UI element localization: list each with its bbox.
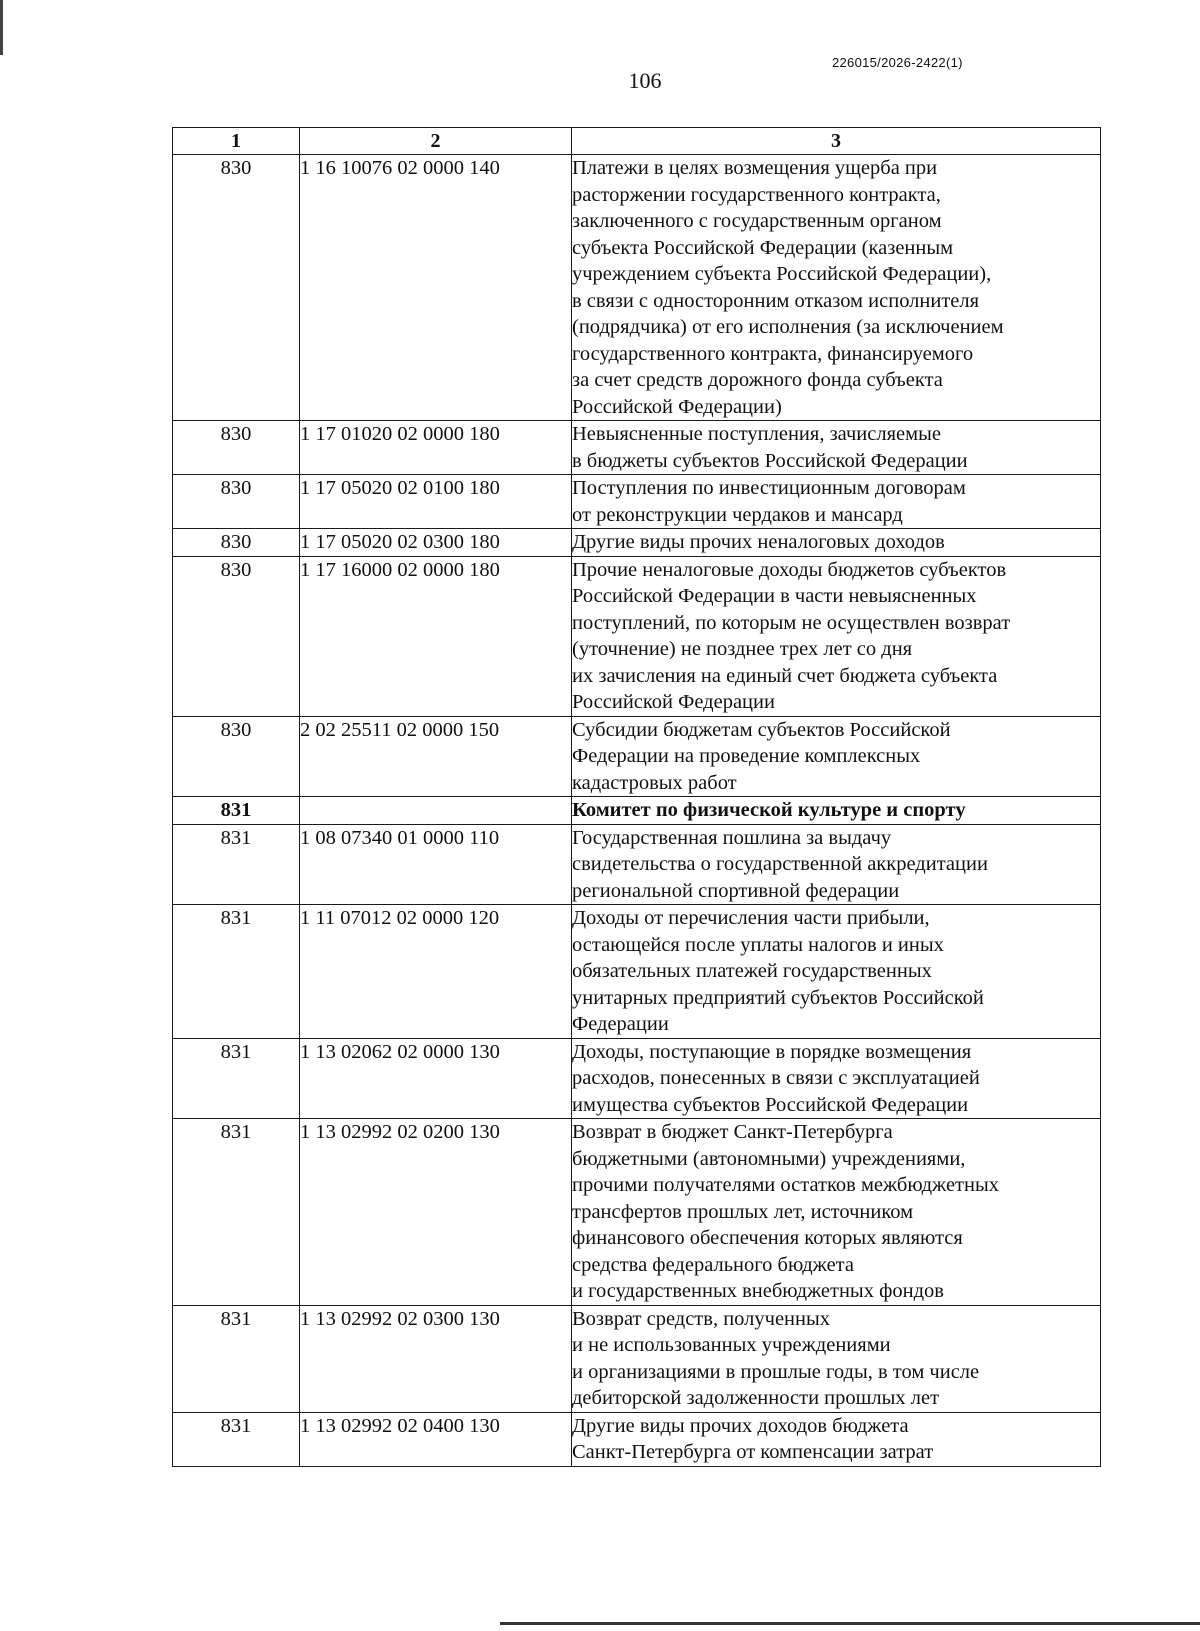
description-line: Санкт-Петербурга от компенсации затрат (572, 1441, 934, 1463)
description-cell (572, 556, 1101, 716)
revenue-code-cell: 1 17 05020 02 0100 180 (300, 475, 572, 529)
description-line: Федерации на проведение комплексных (572, 745, 921, 767)
table-row (173, 155, 1101, 421)
revenue-code-cell: 2 02 25511 02 0000 150 (300, 716, 572, 797)
description-line: Российской Федерации (572, 691, 775, 713)
revenue-code-cell: 1 13 02062 02 0000 130 (300, 1038, 572, 1119)
description-cell (572, 1305, 1101, 1412)
column-header-3: 3 (572, 128, 1101, 155)
revenue-code-cell: 1 13 02992 02 0200 130 (300, 1119, 572, 1306)
description-line: Возврат в бюджет Санкт-Петербурга (572, 1121, 893, 1143)
agency-code-cell: 831 (173, 1305, 300, 1412)
column-header-1: 1 (173, 128, 300, 155)
description-line: и не использованных учреждениями (572, 1334, 891, 1356)
table-row (173, 421, 1101, 475)
description-cell (572, 1038, 1101, 1119)
description-line: Комитет по физической культуре и спорту (572, 799, 966, 821)
revenue-code-cell: 1 08 07340 01 0000 110 (300, 824, 572, 905)
agency-code-cell: 831 (173, 905, 300, 1039)
description-line: за счет средств дорожного фонда субъекта (572, 369, 943, 391)
description-cell (572, 824, 1101, 905)
description-line: Другие виды прочих доходов бюджета (572, 1414, 909, 1437)
description-line: Субсидии бюджетам субъектов Российской (572, 718, 951, 741)
description-cell (572, 905, 1101, 1039)
description-cell (572, 797, 1101, 825)
description-line: расходов, понесенных в связи с эксплуатацией (572, 1067, 980, 1089)
revenue-codes-table (172, 127, 1101, 1467)
table-row (173, 1305, 1101, 1412)
description-line: имущества субъектов Российской Федерации (572, 1093, 969, 1116)
description-line: Доходы, поступающие в порядке возмещения (572, 1040, 972, 1063)
document-id: 226015/2026-2422(1) (832, 55, 963, 70)
agency-code-cell: 831 (173, 1038, 300, 1119)
description-line: средства федерального бюджета (572, 1253, 854, 1276)
description-line: трансфертов прошлых лет, источником (572, 1200, 914, 1223)
description-line: унитарных предприятий субъектов Российской (572, 986, 984, 1009)
agency-code-cell: 831 (173, 797, 300, 825)
description-line: (подрядчика) от его исполнения (за исключением (572, 316, 1004, 338)
description-line: заключенного с государственным органом (572, 210, 942, 232)
revenue-code-cell: 1 11 07012 02 0000 120 (300, 905, 572, 1039)
description-line: Платежи в целях возмещения ущерба при (572, 157, 938, 179)
agency-code-cell: 830 (173, 421, 300, 475)
description-line: Федерации (572, 1013, 669, 1035)
description-line: от реконструкции чердаков и мансард (572, 503, 903, 526)
description-line: обязательных платежей государственных (572, 960, 932, 982)
table-row (173, 475, 1101, 529)
description-line: Прочие неналоговые доходы бюджетов субъектов (572, 558, 1007, 581)
revenue-code-cell (300, 797, 572, 825)
description-line: Другие виды прочих неналоговых доходов (572, 531, 945, 553)
agency-code-cell: 831 (173, 1119, 300, 1306)
agency-code-cell: 831 (173, 824, 300, 905)
description-cell (572, 155, 1101, 421)
scan-bottom-rule (500, 1622, 1200, 1625)
description-line: Возврат средств, полученных (572, 1307, 831, 1330)
description-cell (572, 529, 1101, 557)
description-line: бюджетными (автономными) учреждениями, (572, 1147, 966, 1170)
agency-code-cell: 831 (173, 1412, 300, 1466)
description-cell (572, 1119, 1101, 1306)
description-line: Поступления по инвестиционным договорам (572, 477, 966, 499)
table-row (173, 1038, 1101, 1119)
revenue-code-cell: 1 16 10076 02 0000 140 (300, 155, 572, 421)
description-line: поступлений, по которым не осуществлен возврат (572, 611, 1011, 634)
description-line: их зачисления на единый счет бюджета субъекта (572, 664, 998, 687)
description-cell (572, 475, 1101, 529)
description-line: субъекта Российской Федерации (казенным (572, 236, 954, 259)
table-row (173, 905, 1101, 1039)
page-number: 106 (628, 68, 662, 93)
table-header-row (173, 128, 1101, 155)
table-row (173, 529, 1101, 557)
description-cell (572, 1412, 1101, 1466)
description-line: финансового обеспечения которых являются (572, 1227, 963, 1249)
revenue-code-cell: 1 17 16000 02 0000 180 (300, 556, 572, 716)
revenue-code-cell: 1 17 05020 02 0300 180 (300, 529, 572, 557)
description-line: государственного контракта, финансируемого (572, 342, 974, 365)
scan-edge-mark (0, 0, 3, 55)
description-cell (572, 716, 1101, 797)
description-line: свидетельства о государственной аккредитации (572, 853, 988, 875)
description-line: учреждением субъекта Российской Федерации), (572, 263, 992, 285)
description-line: Российской Федерации в части невыясненных (572, 585, 977, 607)
description-cell (572, 421, 1101, 475)
description-line: (уточнение) не позднее трех лет со дня (572, 638, 913, 660)
revenue-code-cell: 1 17 01020 02 0000 180 (300, 421, 572, 475)
description-line: кадастровых работ (572, 771, 737, 794)
table-row (173, 824, 1101, 905)
agency-code-cell: 830 (173, 529, 300, 557)
description-line: в бюджеты субъектов Российской Федерации (572, 449, 968, 472)
description-line: прочими получателями остатков межбюджетных (572, 1174, 999, 1196)
agency-code-cell: 830 (173, 556, 300, 716)
description-line: Государственная пошлина за выдачу (572, 826, 892, 849)
description-line: Российской Федерации) (572, 395, 782, 418)
agency-code-cell: 830 (173, 475, 300, 529)
description-line: региональной спортивной федерации (572, 879, 900, 902)
table-row (173, 556, 1101, 716)
table-row (173, 1119, 1101, 1306)
revenue-code-cell: 1 13 02992 02 0300 130 (300, 1305, 572, 1412)
description-line: расторжении государственного контракта, (572, 183, 941, 206)
table-row (173, 716, 1101, 797)
description-line: Невыясненные поступления, зачисляемые (572, 423, 941, 445)
description-line: в связи с односторонним отказом исполнителя (572, 289, 980, 312)
description-line: остающейся после уплаты налогов и иных (572, 933, 944, 956)
description-line: дебиторской задолженности прошлых лет (572, 1387, 940, 1409)
table-body (173, 155, 1101, 1467)
description-line: и государственных внебюджетных фондов (572, 1280, 944, 1302)
table-row (173, 797, 1101, 825)
revenue-code-cell: 1 13 02992 02 0400 130 (300, 1412, 572, 1466)
table-row (173, 1412, 1101, 1466)
column-header-2: 2 (300, 128, 572, 155)
agency-code-cell: 830 (173, 716, 300, 797)
description-line: и организациями в прошлые годы, в том числе (572, 1360, 980, 1383)
agency-code-cell: 830 (173, 155, 300, 421)
description-line: Доходы от перечисления части прибыли, (572, 907, 930, 929)
